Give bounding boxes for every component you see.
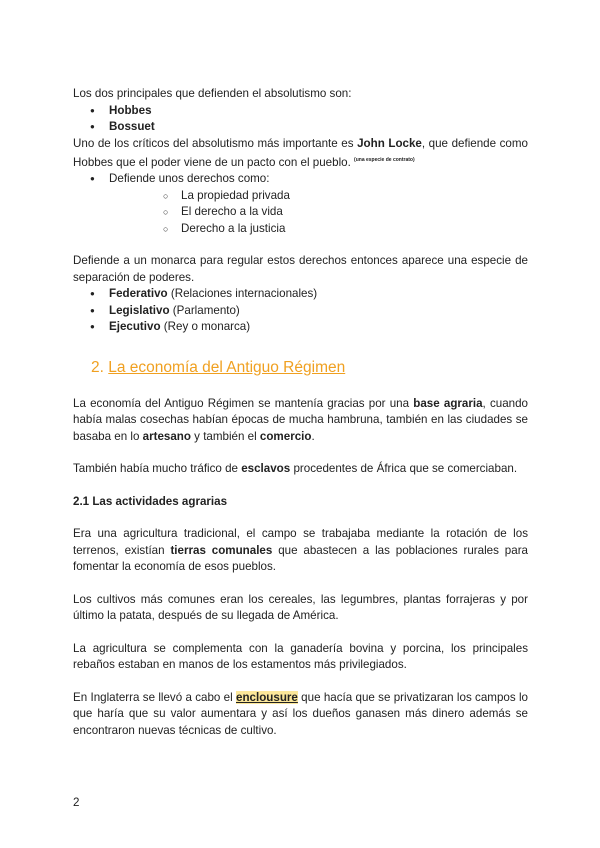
list-item: ○ El derecho a la vida: [109, 204, 528, 221]
enclosure-paragraph: En Inglaterra se llevó a cabo el enclousure que hacía que se privatizaran los campos lo que haría que su valor aumentara y así los dueños ganasen más dinero además se encontraron nuevas técnicas de cultivo.: [73, 690, 528, 737]
crops-paragraph: Los cultivos más comunes eran los cereales, las legumbres, plantas forrajeras y por último la patata, después de su llegada de América.: [73, 592, 528, 623]
rights-sublist: [109, 188, 528, 238]
subsection-heading: 2.1 Las actividades agrarias: [73, 494, 228, 508]
list-item: ● Defiende unos derechos como: ○ La propiedad privada ○ El derecho a la vida ○ Derecho a la justicia: [73, 171, 528, 237]
list-item: ● Federativo (Relaciones internacionales): [73, 286, 528, 303]
list-item: ● Hobbes: [73, 103, 528, 120]
section-heading: 2. La economía del Antiguo Régimen: [91, 358, 346, 376]
powers-list: [73, 286, 528, 336]
rights-list: [73, 171, 528, 237]
slaves-paragraph: También había mucho tráfico de esclavos procedentes de África que se comerciaban.: [73, 462, 518, 476]
page-number: 2: [73, 796, 80, 809]
list-item: ○ La propiedad privada: [109, 188, 528, 205]
contract-note: (una especie de contrato): [354, 157, 415, 163]
list-item: ● Bossuet: [73, 119, 528, 136]
list-item: ● Legislativo (Parlamento): [73, 303, 528, 320]
absolutism-intro: Los dos principales que defienden el absolutismo son:: [73, 87, 352, 100]
list-item: ● Ejecutivo (Rey o monarca): [73, 319, 528, 336]
separation-paragraph: Defiende a un monarca para regular estos derechos entonces aparece una especie de separación de poderes.: [73, 254, 528, 284]
livestock-paragraph: La agricultura se complementa con la ganadería bovina y porcina, los principales rebaños estaban en manos de los estamentos más privilegiados.: [73, 641, 528, 672]
highlighted-term: enclousure: [236, 690, 298, 704]
defenders-list: [73, 103, 528, 136]
economy-paragraph: La economía del Antiguo Régimen se mantenía gracias por una base agraria, cuando había malas cosechas habían épocas de mucha hambruna, también en las ciudades se basaba en lo artesano y también el comercio.: [73, 396, 528, 443]
agriculture-paragraph: Era una agricultura tradicional, el campo se trabajaba mediante la rotación de los terrenos, existían tierras comunales que abastecen a las poblaciones rurales para fomentar la economía de esos pueblos.: [73, 527, 528, 574]
locke-paragraph: Uno de los críticos del absolutismo más importante es John Locke, que defiende como Hobbes que el poder viene de un pacto con el pueblo. $^{(una especie de contrato)}$: [73, 136, 528, 169]
list-item: ○ Derecho a la justicia: [109, 221, 528, 238]
document-page: [73, 86, 528, 739]
